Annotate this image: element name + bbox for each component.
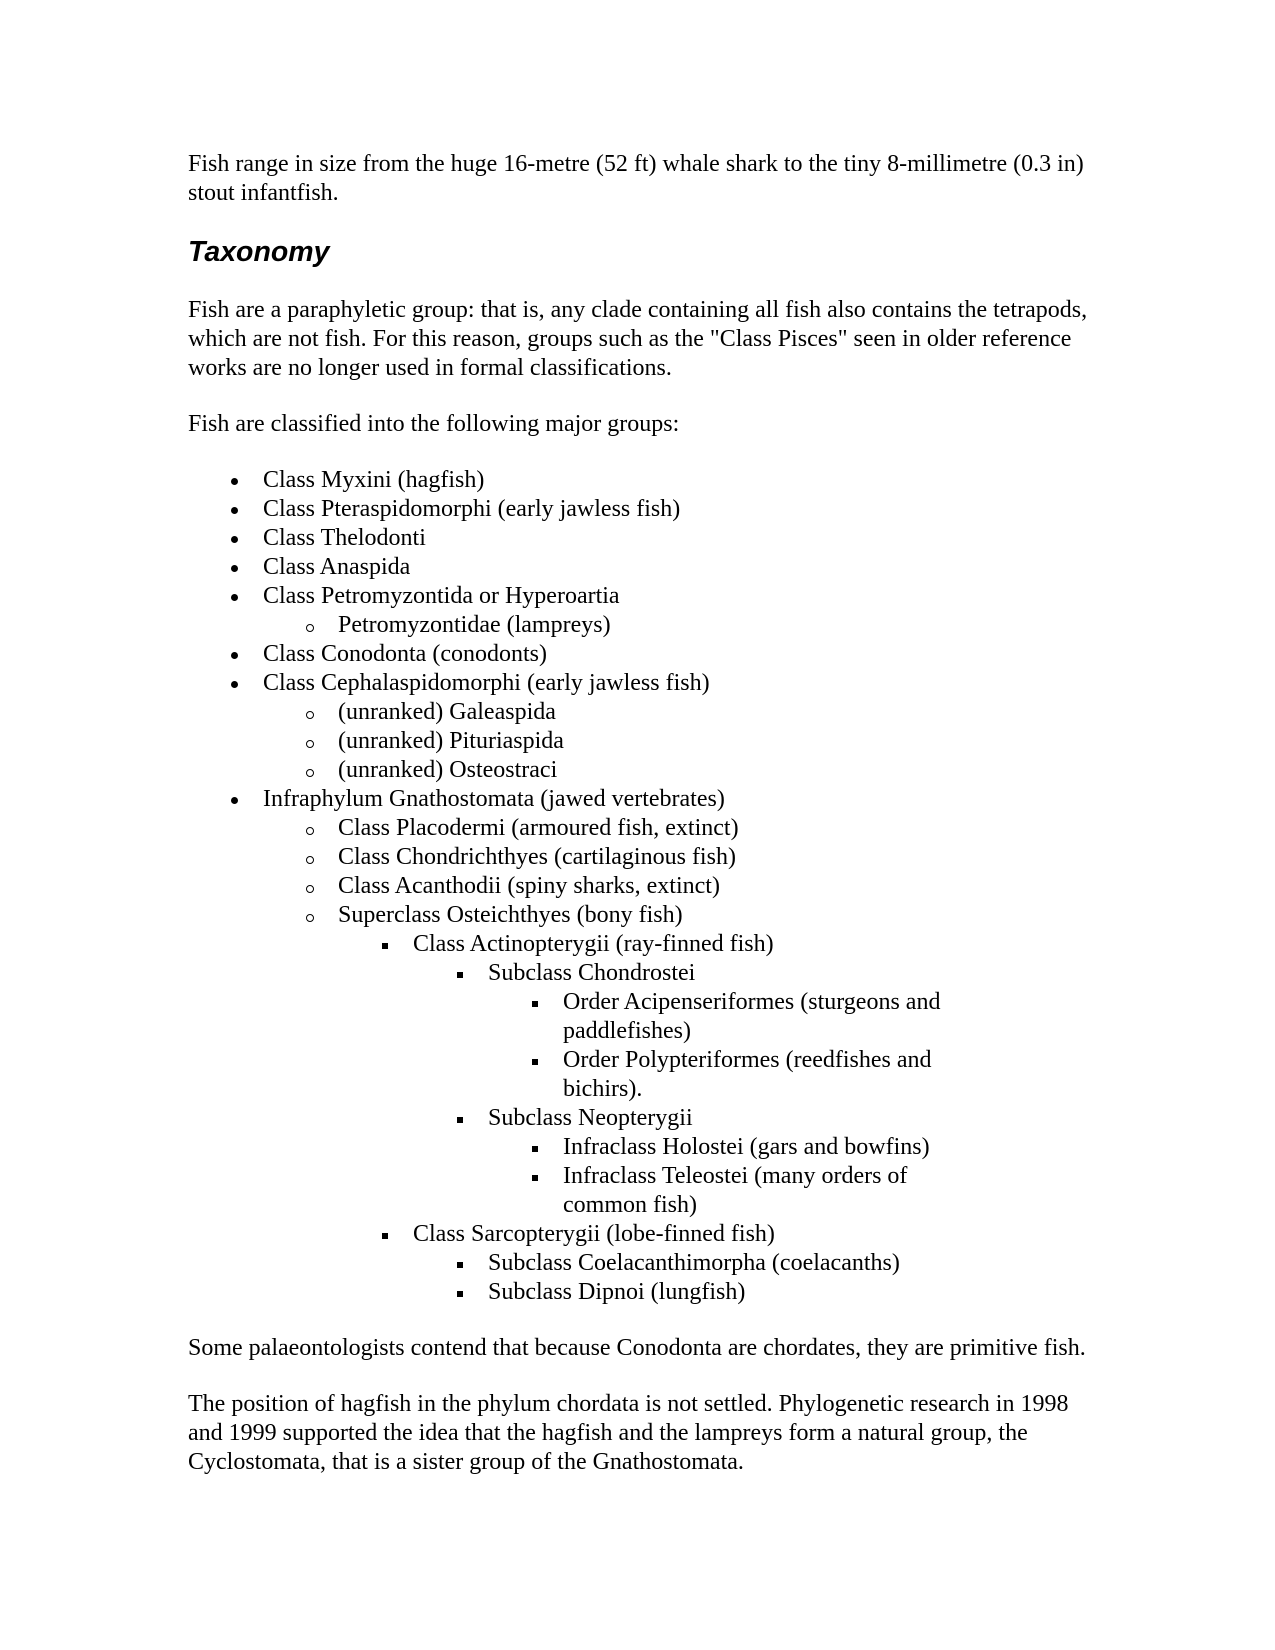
list-item	[188, 814, 1098, 843]
list-item	[188, 756, 1098, 785]
document-page	[188, 150, 1098, 1477]
list-item-text: Infraclass Teleostei (many orders of common fish)	[563, 1163, 908, 1218]
list-item-text: Subclass Neopterygii	[488, 1105, 693, 1131]
list-item-text: Class Placodermi (armoured fish, extinct)	[338, 815, 739, 841]
list-item-text: Class Anaspida	[263, 554, 411, 580]
list-item-text: Subclass Chondrostei	[488, 960, 696, 986]
list-item-text: Class Myxini (hagfish)	[263, 467, 485, 493]
list-item-text: (unranked) Osteostraci	[338, 757, 558, 783]
list-item	[188, 901, 1098, 930]
list-item	[188, 1220, 1098, 1249]
list-item	[188, 843, 1098, 872]
list-item-text: Class Sarcopterygii (lobe-finned fish)	[413, 1221, 775, 1247]
list-item-text: Order Acipenseriformes (sturgeons and paddlefishes)	[563, 989, 941, 1044]
list-item	[188, 1278, 1098, 1307]
list-item	[188, 988, 1098, 1046]
list-item-text: (unranked) Galeaspida	[338, 699, 556, 725]
list-item	[188, 495, 1098, 524]
intro-paragraph: Fish range in size from the huge 16-metre (52 ft) whale shark to the tiny 8-millimetre (0.3 in) stout infantfish.	[188, 151, 1084, 206]
list-item	[188, 785, 1098, 814]
list-item-text: Class Cephalaspidomorphi (early jawless fish)	[263, 670, 710, 696]
list-item	[188, 1104, 1098, 1133]
list-item-text: Subclass Coelacanthimorpha (coelacanths)	[488, 1250, 900, 1276]
list-item	[188, 872, 1098, 901]
list-item	[188, 727, 1098, 756]
list-item-text: Class Conodonta (conodonts)	[263, 641, 547, 667]
list-item-text: Class Pteraspidomorphi (early jawless fish)	[263, 496, 681, 522]
list-item	[188, 1046, 1098, 1104]
list-item	[188, 553, 1098, 582]
list-item	[188, 466, 1098, 495]
hagfish-paragraph: The position of hagfish in the phylum chordata is not settled. Phylogenetic research in 1998 and 1999 supported the idea that the hagfish and the lampreys form a natural group, the Cyclostomata, that is a sister group of the Gnathostomata.	[188, 1391, 1069, 1475]
list-item-text: Class Chondrichthyes (cartilaginous fish)	[338, 844, 736, 870]
groups-intro-paragraph: Fish are classified into the following major groups:	[188, 411, 680, 437]
paraphyletic-paragraph: Fish are a paraphyletic group: that is, any clade containing all fish also contains the tetrapods, which are not fish. For this reason, groups such as the "Class Pisces" seen in older reference works are no longer used in formal classifications.	[188, 297, 1088, 381]
list-item	[188, 611, 1098, 640]
list-item	[188, 582, 1098, 611]
list-item-text: Subclass Dipnoi (lungfish)	[488, 1279, 746, 1305]
list-item	[188, 698, 1098, 727]
list-item	[188, 1162, 1098, 1220]
list-item	[188, 1249, 1098, 1278]
list-item-text: Class Acanthodii (spiny sharks, extinct)	[338, 873, 720, 899]
taxonomy-list	[188, 466, 1098, 1307]
list-item-text: Infraphylum Gnathostomata (jawed vertebrates)	[263, 786, 725, 812]
conodonta-paragraph: Some palaeontologists contend that because Conodonta are chordates, they are primitive fish.	[188, 1335, 1086, 1361]
list-item-text: Order Polypteriformes (reedfishes and bichirs).	[563, 1047, 932, 1102]
list-item-text: Superclass Osteichthyes (bony fish)	[338, 902, 683, 928]
list-item	[188, 930, 1098, 959]
list-item-text: Class Actinopterygii (ray-finned fish)	[413, 931, 774, 957]
list-item-text: Infraclass Holostei (gars and bowfins)	[563, 1134, 930, 1160]
list-item-text: Class Thelodonti	[263, 525, 426, 551]
list-item	[188, 524, 1098, 553]
list-item	[188, 669, 1098, 698]
list-item-text: Class Petromyzontida or Hyperoartia	[263, 583, 620, 609]
section-heading: Taxonomy	[188, 236, 330, 268]
list-item-text: (unranked) Pituriaspida	[338, 728, 564, 754]
list-item-text: Petromyzontidae (lampreys)	[338, 612, 611, 638]
list-item	[188, 1133, 1098, 1162]
list-item	[188, 959, 1098, 988]
list-item	[188, 640, 1098, 669]
